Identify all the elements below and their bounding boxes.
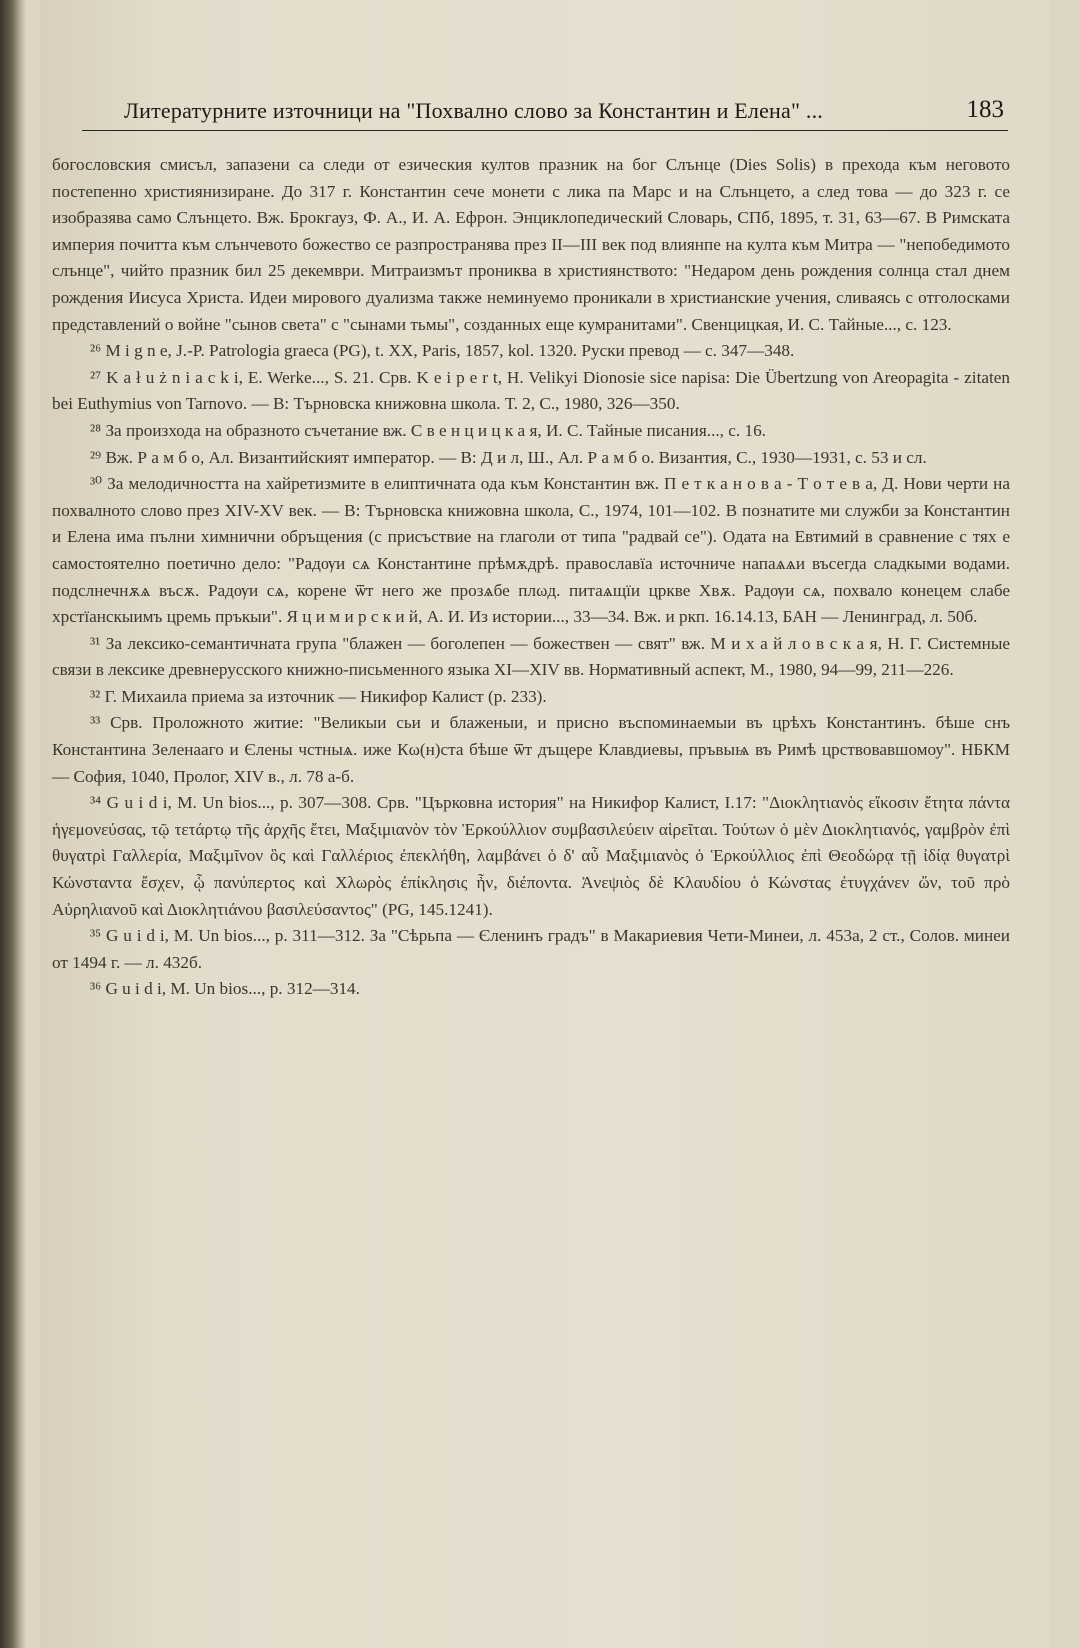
footnote-35: ³⁵ G u i d i, M. Un bios..., p. 311—312. За "Сѣрьпа — Єленинъ градъ" в Макариевия Чети-Минеи, л. 453а, 2 ст., Солов. минеи от 1494 г. — л. 432б.: [52, 926, 1010, 972]
running-title: Литературните източници на "Похвално слово за Константин и Елена" ...: [124, 98, 823, 123]
footnote-26: ²⁶ M i g n e, J.-P. Patrologia graeca (PG), t. XX, Paris, 1857, kol. 1320. Руски превод — с. 347—348.: [90, 341, 795, 361]
running-header: [82, 96, 1008, 131]
footnote-27: ²⁷ K a ł u ż n i a c k i, E. Werke..., S. 21. Срв. K e i p e r t, H. Velikyi Dionosie sice napisa: Die Übertzung von Areopagita - zitaten bei Euthymius von Tarnovo. — В: Търновска книжовна школа. Т. 2, С., 1980, 326—350.: [52, 367, 1010, 414]
page-body: [52, 152, 1010, 1003]
footnote-29: ²⁹ Вж. Р а м б о, Ал. Византийският император. — В: Д и л, Ш., Ал. Р а м б о. Византия, С., 1930—1931, с. 53 и сл.: [90, 447, 927, 467]
book-spine-shadow: [0, 0, 26, 1648]
footnote-30: ³⁰ За мелодичността на хайретизмите в елиптичната ода към Константин вж. П е т к а н о в а - Т о т е в а, Д. Нови черти на похвалното слово през XIV-XV век. — В: Търновска книжовна школа, С., 1974, 101—102. В познатите ми служби за Константин и Елена има пълни химнични обръщения (с присъствие на глаголи от типа "радвай се"). Одата на Евтимий в сравнение с тях е самостоятелно поетично дело: "Радѹи сѧ Константине прѣмѫдрѣ. православїа источниче напаѧѧи въсегда сладкыми водами. подслнечнѫѧ въсѫ. Радѹи сѧ, корене ѿт него же прозѧбе плωд. питаѧщїи цркве Хвѫ. Радѹи сѧ, похвало конецем слабе хрстїанскыимъ цремь пръкыи". Я ц и м и р с к и й, А. И. Из истории..., 33—34. Вж. и ркп. 16.14.13, БАН — Ленинград, л. 50б.: [52, 474, 1010, 627]
footnote-28: ²⁸ За произхода на образното съчетание вж. С в е н ц и ц к а я, И. С. Тайные писания..., с. 16.: [90, 420, 766, 440]
paragraph-continued: богословския смисъл, запазени са следи от езическия култов празник на бог Слънце (Dies Solis) в прехода към неговото постепенно християнизиране. До 317 г. Константин сече монети с лика па Марс и на Слънцето, а след това — до 323 г. се изобразява само Слънцето. Вж. Брокгауз, Ф. А., И. А. Ефрон. Энциклопедический Словарь, СПб, 1895, т. 31, 63—67. В Римската империя почитта към слънчевото божество се разпространява през II—III век под влиянпе на култа към Митра — "непобедимото слънце", чийто празник бил 25 декември. Митраизмът прониква в християнството: "Недаром день рождения солнца стал днем рождения Иисуса Христа. Идеи мирового дуализма также неминуемо проникали в христианские учения, сливаясь с отголосками представлений о войне "сынов света" с "сынами тьмы", созданных еще кумранитами". Свенцицкая, И. С. Тайные..., с. 123.: [52, 155, 1010, 334]
footnote-36: ³⁶ G u i d i, M. Un bios..., p. 312—314.: [90, 979, 360, 999]
footnote-33: ³³ Срв. Проложното житие: "Великыи сьи и блаженыи, и присно въспоминаемыи въ црѣхъ Константинъ. бѣше снъ Константина Зеленааго и Єлены чстныѧ. иже Кω(н)ста бѣше ѿт дъщере Клавдиевы, пръвыѩ въ Римѣ црствовавшомоу". НБКМ — София, 1040, Пролог, XIV в., л. 78 а-б.: [52, 713, 1010, 786]
footnote-31: ³¹ За лексико-семантичната група "блажен — боголепен — божествен — свят" вж. М и х а й л о в с к а я, Н. Г. Системные связи в лексике древнерусского книжно-письменного языка XI—XIV вв. Нормативный аспект, М., 1980, 94—99, 211—226.: [52, 633, 1010, 680]
footnote-34: ³⁴ G u i d i, M. Un bios..., p. 307—308. Срв. "Църковна история" на Никифор Калист, I.17: "Διοκλητιανὸς εἴκοσιν ἔτητα πάντα ἡγεμονεύσας, τῷ τετάρτῳ τῆς ἀρχῆς ἔτει, Μαξιμιανὸν τὸν Ἑρκούλλιον συμβασιλεύειν αἱρεῖται. Τούτων ὁ μὲν Διοκλητιανός, γαμβρὸν ἐπὶ θυγατρὶ Γαλλερία, Μαξιμῖνον ὃς καὶ Γαλλέριος ἐπεκλήθη, λαμβάνει ὁ δ' αὖ Μαξιμιανὸς ὁ Ἑρκούλλιος ἐπὶ Θεοδώρᾳ τῇ ἰδίᾳ θυγατρὶ Κώνσταντα ἔσχεν, ᾧ πανύπερτος καὶ Χλωρὸς ἐπίκλησις ἦν, διέποντα. Ἀνεψιὸς δὲ Κλαυδίου ὁ Κώνστας ἐτυγχάνεν ὤν, τοῦ πρὸ Αὐρηλιανοῦ καὶ Διοκλητιάνου βασιλεύσαντος" (PG, 145.1241).: [52, 793, 1010, 919]
footnote-32: ³² Г. Михаила приема за източник — Никифор Калист (р. 233).: [90, 686, 547, 706]
page-number: 183: [966, 96, 1004, 123]
